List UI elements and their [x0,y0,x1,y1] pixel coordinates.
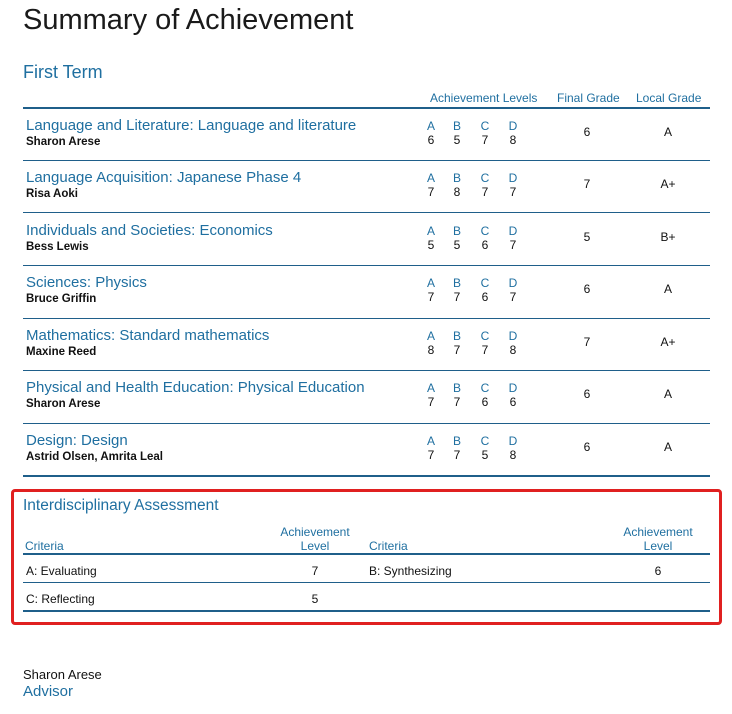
row-divider [23,475,710,477]
criterion-value: 6 [481,395,489,409]
advisor-role: Advisor [23,683,74,700]
criterion-value: 7 [427,290,435,304]
ia-criterion: A: Evaluating [26,564,97,578]
subject-name[interactable]: Sciences: Physics [26,274,147,291]
criterion-letter: D [508,276,518,290]
criterion-letter: D [508,381,518,395]
criterion-letter: B [452,171,461,185]
criterion-letter: A [426,171,435,185]
criterion-value: 5 [427,238,435,252]
final-grade: 6 [583,440,591,454]
criterion-letter: D [508,329,518,343]
local-grade: A [663,125,672,139]
final-grade: 5 [583,230,591,244]
ia-criterion: C: Reflecting [26,592,95,606]
subject-name[interactable]: Physical and Health Education: Physical Education [26,379,365,396]
local-grade: A+ [660,177,676,191]
criterion-value: 6 [481,238,489,252]
criteria-header-right: Criteria [369,539,408,553]
criterion-value: 6 [509,395,517,409]
criterion-letter: D [508,224,518,238]
local-grade-header: Local Grade [636,91,702,105]
row-divider [23,212,710,213]
subject-row [0,327,732,379]
row-divider [23,160,710,161]
criteria-header-left: Criteria [25,539,64,553]
subject-row [0,169,732,221]
criterion-letter: B [452,224,461,238]
criterion-letter: A [426,434,435,448]
criterion-value: 8 [509,343,517,357]
criterion-letter: B [452,276,461,290]
ia-criterion: B: Synthesizing [369,564,452,578]
criterion-value: 7 [453,290,461,304]
ia-row-rule [23,582,710,583]
criterion-letter: C [480,171,490,185]
criterion-value: 8 [453,185,461,199]
criterion-value: 7 [481,343,489,357]
criterion-value: 7 [481,133,489,147]
criterion-value: 7 [509,238,517,252]
row-divider [23,318,710,319]
subject-teacher: Bess Lewis [26,241,89,253]
final-grade: 6 [583,125,591,139]
criterion-letter: A [426,276,435,290]
criterion-letter: A [426,224,435,238]
subject-name[interactable]: Mathematics: Standard mathematics [26,327,270,344]
ia-level: 6 [654,564,662,578]
final-grade: 6 [583,282,591,296]
criterion-letter: C [480,224,490,238]
page-title: Summary of Achievement [23,4,354,36]
criterion-value: 8 [509,448,517,462]
criterion-value: 7 [427,395,435,409]
subject-name[interactable]: Individuals and Societies: Economics [26,222,273,239]
subject-name[interactable]: Language and Literature: Language and literature [26,117,357,134]
local-grade: A [663,387,672,401]
local-grade: A [663,440,672,454]
subject-teacher: Sharon Arese [26,398,101,410]
subject-teacher: Sharon Arese [26,136,101,148]
criterion-letter: C [480,381,490,395]
criterion-letter: A [426,119,435,133]
final-grade: 7 [583,177,591,191]
subject-teacher: Bruce Griffin [26,293,97,305]
local-grade: A+ [660,335,676,349]
ia-level: 7 [311,564,319,578]
criterion-letter: B [452,381,461,395]
row-divider [23,265,710,266]
criterion-value: 7 [453,343,461,357]
ia-bottom-rule [23,610,710,612]
subject-teacher: Risa Aoki [26,188,78,200]
criterion-value: 6 [427,133,435,147]
subject-row [0,222,732,274]
criterion-value: 7 [453,448,461,462]
final-grade: 7 [583,335,591,349]
subject-row [0,117,732,169]
term-title: First Term [23,62,103,82]
ia-level: 5 [311,592,319,606]
criterion-letter: A [426,381,435,395]
criterion-letter: D [508,119,518,133]
criterion-letter: C [480,329,490,343]
final-grade: 6 [583,387,591,401]
criterion-value: 7 [427,448,435,462]
criterion-letter: D [508,171,518,185]
criterion-letter: C [480,434,490,448]
final-grade-header: Final Grade [557,91,620,105]
interdisciplinary-title: Interdisciplinary Assessment [23,497,219,514]
criterion-value: 8 [509,133,517,147]
criterion-value: 5 [453,238,461,252]
criterion-value: 5 [453,133,461,147]
criterion-letter: C [480,276,490,290]
criterion-value: 6 [481,290,489,304]
criterion-letter: A [426,329,435,343]
row-divider [23,370,710,371]
criterion-value: 7 [427,185,435,199]
criterion-letter: C [480,119,490,133]
criterion-value: 5 [481,448,489,462]
criterion-value: 7 [453,395,461,409]
achievement-levels-header: Achievement Levels [430,91,538,105]
criterion-value: 8 [427,343,435,357]
local-grade: B+ [660,230,676,244]
subject-teacher: Maxine Reed [26,346,97,358]
criterion-value: 7 [481,185,489,199]
criterion-value: 7 [509,185,517,199]
local-grade: A [663,282,672,296]
subject-teacher: Astrid Olsen, Amrita Leal [26,451,163,463]
criterion-value: 7 [509,290,517,304]
row-divider [23,423,710,424]
achievement-level-header-left: Achievement Level [280,525,350,553]
subject-name[interactable]: Language Acquisition: Japanese Phase 4 [26,169,302,186]
criterion-letter: D [508,434,518,448]
advisor-name: Sharon Arese [23,667,102,682]
criterion-letter: B [452,434,461,448]
criterion-letter: B [452,119,461,133]
criterion-letter: B [452,329,461,343]
achievement-level-header-right: Achievement Level [623,525,693,553]
table-top-rule [23,107,710,109]
ia-header-rule [23,553,710,555]
subject-name[interactable]: Design: Design [26,432,128,449]
